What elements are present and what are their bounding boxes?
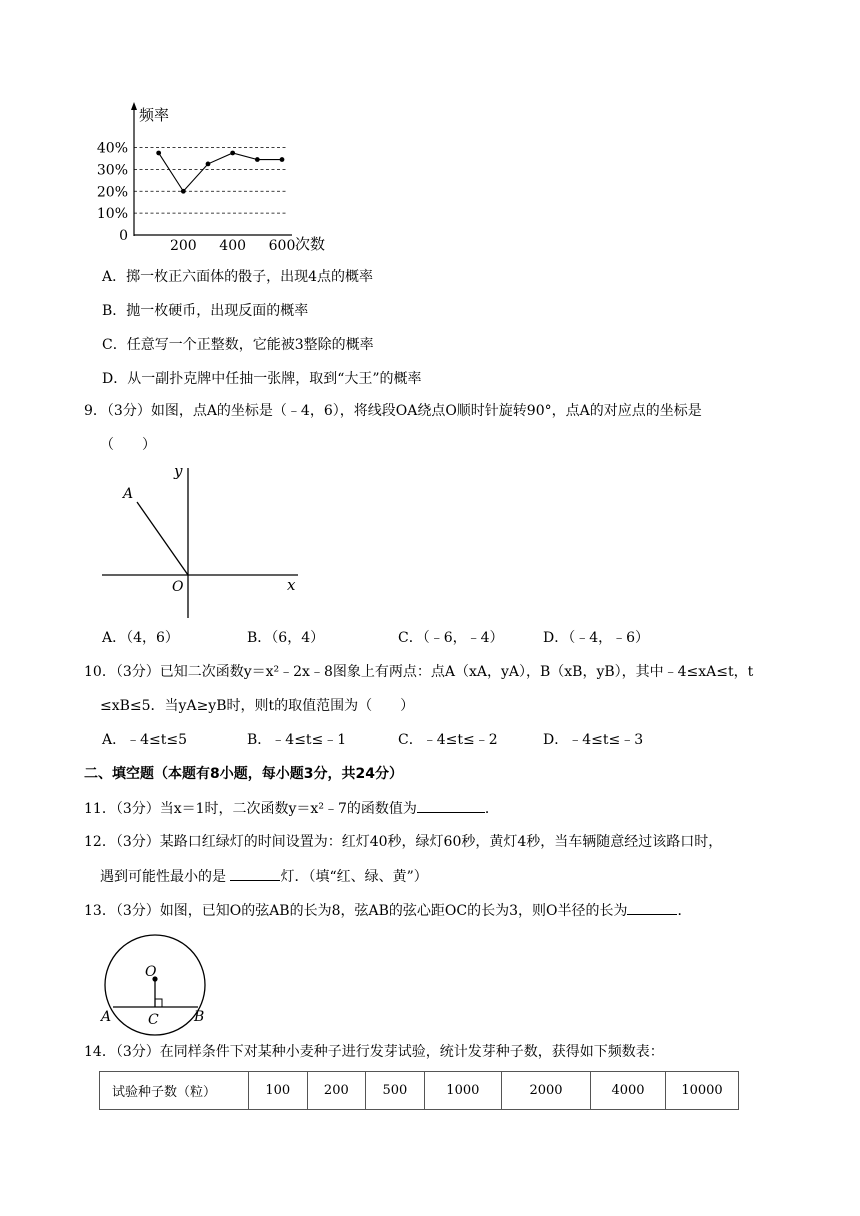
q9-option-d: D．（﹣4，﹣6） — [543, 630, 650, 646]
q12-text: 遇到可能性最小的是 — [100, 869, 226, 885]
table-cell: 1000 — [424, 1072, 501, 1110]
q10-option-c: C．﹣4≤t≤﹣2 — [398, 732, 498, 748]
chart-x-tick-label: 400 — [219, 238, 247, 254]
q13-label-b: B — [194, 1009, 205, 1025]
chart-y-tick-label: 10% — [96, 206, 128, 223]
chart-y-tick-label: 30% — [96, 162, 128, 179]
table-cell: 4000 — [591, 1072, 666, 1110]
q8-option-b: B．抛一枚硬币，出现反面的概率 — [102, 303, 309, 319]
table-row — [100, 1072, 739, 1110]
chart-x-axis-label: 次数 — [295, 235, 326, 253]
q8-option-d: D．从一副扑克牌中任抽一张牌，取到“大王”的概率 — [102, 371, 422, 387]
chart-y-tick-label: 40% — [96, 140, 128, 157]
table-cell: 2000 — [502, 1072, 591, 1110]
chart-x-tick-label: 200 — [169, 238, 197, 254]
q10-option-a: A．﹣4≤t≤5 — [102, 732, 188, 748]
q13-right-angle-mark — [155, 999, 162, 1007]
q9-y-label: y — [174, 462, 183, 480]
q9-option-b: B．（6，4） — [247, 630, 325, 646]
q11-text: 11．（3分）当x＝1时，二次函数y＝x²﹣7的函数值为 — [84, 801, 417, 817]
q12-stem: 12．（3分）某路口红绿灯的时间设置为：红灯40秒，绿灯60秒，黄灯4秒，当车辆随意经过该路口时， — [84, 834, 723, 850]
q10-stem-cont: ≤xB≤5．当yA≥yB时，则t的取值范围为（ ） — [100, 698, 415, 714]
section-2-heading: 二、填空题（本题有8小题，每小题3分，共24分） — [84, 766, 403, 782]
q9-option-c: C．（﹣6，﹣4） — [398, 630, 504, 646]
chart-x-tick-label: 600 — [268, 238, 296, 254]
q9-x-label: x — [287, 576, 296, 594]
q10-option-b: B．﹣4≤t≤﹣1 — [247, 732, 347, 748]
q14-stem: 14．（3分）在同样条件下对某种小麦种子进行发芽试验，统计发芽种子数，获得如下频数表： — [84, 1044, 664, 1060]
q9-option-a: A．（4，6） — [102, 630, 179, 646]
table-cell: 10000 — [666, 1072, 739, 1110]
table-header-cell: 试验种子数（粒） — [100, 1072, 249, 1110]
chart-y-axis-label: 频率 — [139, 106, 170, 124]
q10-stem: 10．（3分）已知二次函数y＝x²﹣2x﹣8图象上有两点：点A（xA，yA），B（xB，yB），其中﹣4≤xA≤t，t — [84, 664, 754, 680]
q13-label-o: O — [145, 964, 157, 980]
q9-origin-label: O — [172, 579, 184, 595]
q8-option-a: A．掷一枚正六面体的骰子，出现4点的概率 — [102, 269, 374, 285]
chart-y-tick-label: 20% — [96, 184, 128, 201]
table-cell: 100 — [249, 1072, 308, 1110]
q14-frequency-table — [99, 1071, 739, 1110]
chart-y-tick-label: 0 — [119, 228, 128, 244]
table-cell: 500 — [366, 1072, 425, 1110]
q9-stem: 9．（3分）如图，点A的坐标是（﹣4，6），将线段OA绕点O顺时针旋转90°，点A的对应点的坐标是 — [84, 403, 702, 419]
q13-text: 13．（3分）如图，已知O的弦AB的长为8，弦AB的弦心距OC的长为3，则O半径的长为 — [84, 903, 628, 919]
q12-text-after: 灯．（填“红、绿、黄”） — [280, 869, 428, 885]
q11-period: ． — [484, 801, 499, 817]
q10-option-d: D．﹣4≤t≤﹣3 — [543, 732, 644, 748]
q13-label-c: C — [148, 1012, 159, 1028]
q9-stem-paren: （ ） — [100, 437, 156, 453]
table-cell: 200 — [307, 1072, 366, 1110]
q9-point-a-label: A — [123, 486, 134, 502]
q13-label-a: A — [101, 1009, 112, 1025]
q8-option-c: C．任意写一个正整数，它能被3整除的概率 — [102, 337, 374, 353]
q13-period: ． — [677, 903, 692, 919]
